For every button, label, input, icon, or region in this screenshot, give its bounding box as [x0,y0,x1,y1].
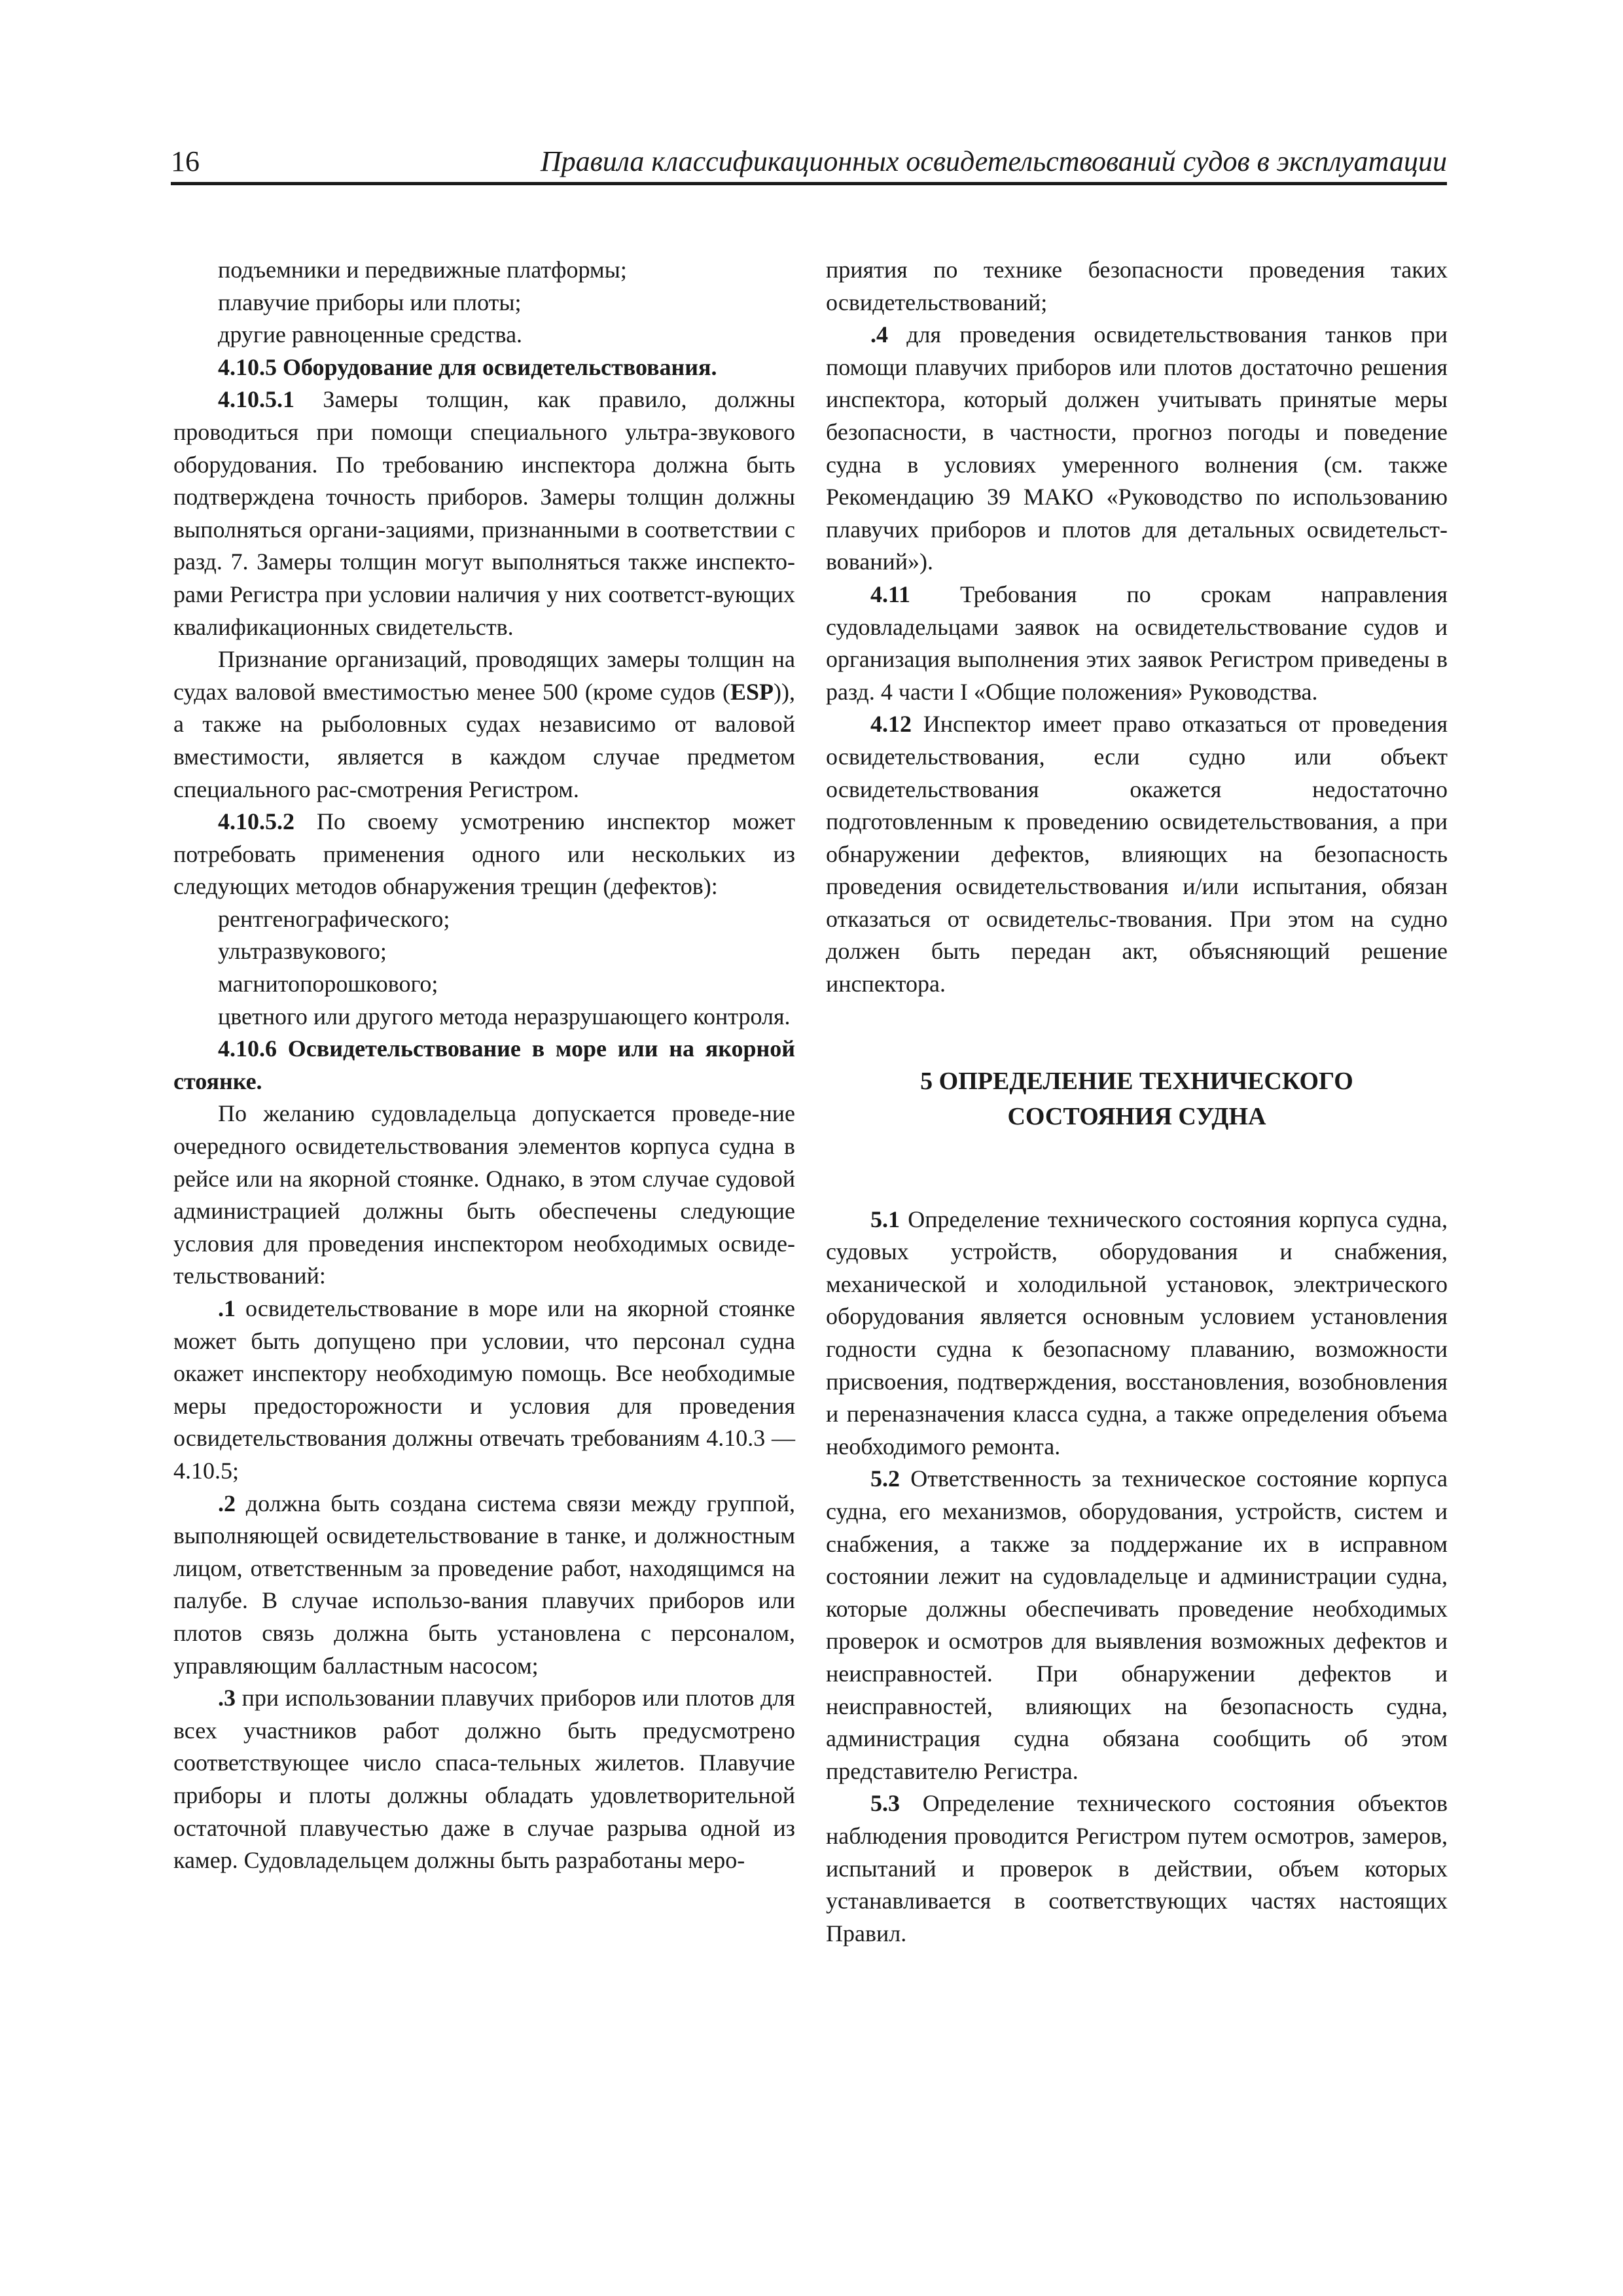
item-4: .4 для проведения освидетельствования танков при помощи плавучих приборов или плотов достаточно решения инспектора, который должен учитывать принятые меры безопасности, в частности, прогноз погоды и поведение судна в условиях умеренного волнения (см. также Рекомендацию 39 МАКО «Руководство по использованию плавучих приборов и плотов для детальных освидетельст-вований»). [826,321,1448,575]
paragraph-recognition: Признание организаций, проводящих замеры толщин на судах валовой вместимостью менее 500 (кроме судов (ESP)), а также на рыболовных судах независимо от валовой вместимости, является в каждом случае предметом специального рас-смотрения Регистром. [173,646,795,802]
paragraph-4-10-6: По желанию судовладельца допускается проведе-ние очередного освидетельствования элементов корпуса судна в рейсе или на якорной стоянке. Однако, в этом случае судовой администрацией должны быть обеспечены следующие условия для проведения инспектором необходимых освиде-тельствований: [173,1100,795,1289]
list-item: плавучие приборы или плоты; [218,289,522,315]
item-2: .2 должна быть создана система связи между группой, выполняющей освидетельствование в танке, и должностным лицом, ответственным за проведение работ, находящимся на палубе. В случае использо-вания плавучих приборов или плотов связь должна быть установлена с персоналом, управляющим балластным насосом; [173,1490,795,1679]
paragraph-4-11: 4.11 Требования по срокам направления судовладельцами заявок на освидетельствование судов и организация выполнения этих заявок Регистром приведены в разд. 4 части I «Общие положения» Руководства. [826,581,1448,705]
heading-4-10-5: 4.10.5 Оборудование для освидетельствования. [218,353,717,380]
paragraph-5-2: 5.2 Ответственность за техническое состояние корпуса судна, его механизмов, оборудования, устройств, систем и снабжения, а также за поддержание их в исправном состоянии лежит на судовладельце и администрации судна, которые должны обеспечивать проведение необходимых проверок и осмотров для выявления возможных дефектов и неисправностей. При обнаружении дефектов и неисправностей, влияющих на безопасность судна, администрация судна обязана сообщить об этом представителю Регистра. [826,1465,1448,1784]
paragraph-5-1: 5.1 Определение технического состояния корпуса судна, судовых устройств, оборудования и снабжения, механической и холодильной установок, электрического оборудования является основным условием установления годности судна к безопасному плаванию, возможности присвоения, подтверждения, восстановления, возобновления и переназначения класса судна, а также определения объема необходимого ремонта. [826,1206,1448,1460]
list-item: магнитопорошкового; [218,971,438,997]
list-item: другие равноценные средства. [218,321,523,348]
paragraph-4-10-5-1: 4.10.5.1 Замеры толщин, как правило, должны проводиться при помощи специального ультра-звукового оборудования. По требованию инспектора должна быть подтверждена точность приборов. Замеры толщин должны выполняться органи-зациями, признанными в соответствии с разд. 7. Замеры толщин могут выполняться также инспекто-рами Регистра при условии наличия у них соответст-вующих квалификационных свидетельств. [173,386,795,640]
page-number: 16 [171,145,200,177]
paragraph-4-10-5-2: 4.10.5.2 По своему усмотрению инспектор может потребовать применения одного или нескольких из следующих методов обнаружения трещин (дефектов): [173,808,795,900]
list-item: ультразвукового; [218,938,387,965]
paragraph-5-3: 5.3 Определение технического состояния объектов наблюдения проводится Регистром путем осмотров, замеров, испытаний и проверок в действии, объем которых устанавливается в соответствующих частях настоящих Правил. [826,1790,1448,1946]
running-header [171,143,1447,185]
heading-4-10-6: 4.10.6 Освидетельствование в море или на якорной стоянке. [173,1035,795,1094]
list-item: цветного или другого метода неразрушающего контроля. [218,1003,791,1030]
paragraph-4-12: 4.12 Инспектор имеет право отказаться от проведения освидетельствования, если судно или объект освидетельствования окажется недостаточно подготовленным к проведению освидетельствования, а при обнаружении дефектов, влияющих на безопасность проведения освидетельствования и/или испытания, обязан отказаться от освидетельс-твования. При этом на судно должен быть передан акт, объясняющий решение инспектора. [826,711,1448,997]
section-5-heading: 5 ОПРЕДЕЛЕНИЕ ТЕХНИЧЕСКОГО СОСТОЯНИЯ СУДНА [920,1067,1353,1130]
item-1: .1 освидетельствование в море или на якорной стоянке может быть допущено при условии, что персонал судна окажет инспектору необходимую помощь. Все необходимые меры предосторожности и условия для проведения освидетельствования должны отвечать требованиям 4.10.3 — 4.10.5; [173,1295,795,1484]
item-3: .3 при использовании плавучих приборов или плотов для всех участников работ должно быть предусмотрено соответствующее число спаса-тельных жилетов. Плавучие приборы и плоты должны обладать удовлетворительной остаточной плавучестью даже в случае разрыва одной из камер. Судовладельцем должны быть разработаны меро- [173,1685,795,1874]
running-title: Правила классификационных освидетельствований судов в эксплуатации [540,145,1447,177]
right-column [826,254,1448,1950]
list-item: рентгенографического; [218,905,450,932]
left-column [173,254,795,1877]
list-item: подъемники и передвижные платформы; [218,257,627,283]
paragraph-continuation: приятия по технике безопасности проведения таких освидетельствований; [826,257,1448,315]
